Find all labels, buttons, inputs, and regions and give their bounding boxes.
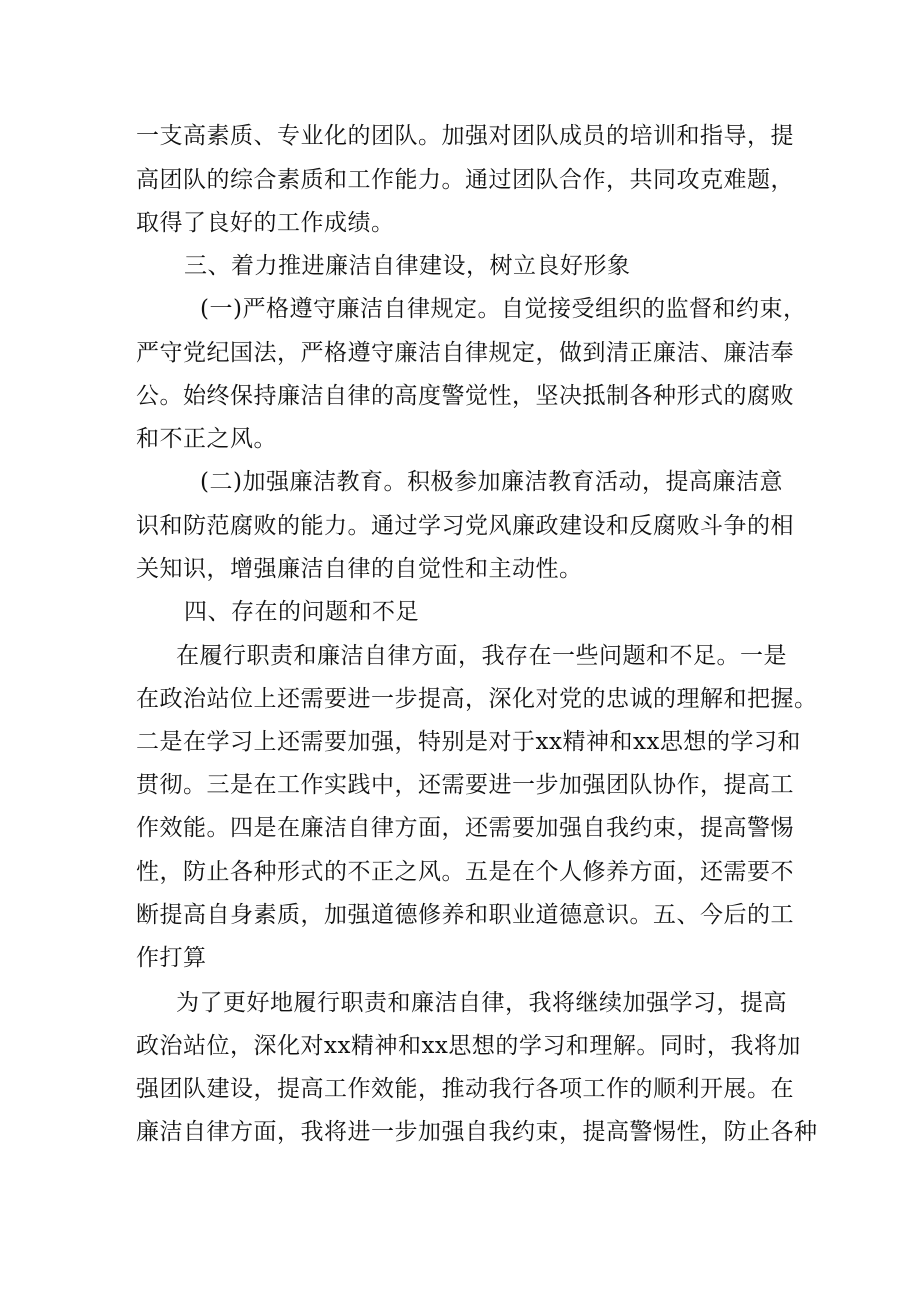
paragraph-line: 在履行职责和廉洁自律方面，我存在一些问题和不足。一是 — [176, 643, 787, 669]
paragraph-line: (一)严格遵守廉洁自律规定。自觉接受组织的监督和约束， — [200, 296, 807, 322]
paragraph-line: 强团队建设，提高工作效能，推动我行各项工作的顺利开展。在 — [136, 1076, 794, 1102]
paragraph-line: 作打算 — [136, 945, 207, 971]
paragraph-line: 高团队的综合素质和工作能力。通过团队合作，共同攻克难题， — [136, 167, 794, 193]
paragraph-line: 为了更好地履行职责和廉洁自律，我将继续加强学习，提高 — [176, 990, 787, 1016]
paragraph-line: 作效能。四是在廉洁自律方面，还需要加强自我约束，提高警惕 — [136, 815, 794, 841]
paragraph-line: 廉洁自律方面，我将进一步加强自我约束，提高警惕性，防止各种 — [136, 1119, 818, 1145]
paragraph-line: 公。始终保持廉洁自律的高度警觉性，坚决抵制各种形式的腐败 — [136, 383, 794, 409]
paragraph-line: 二是在学习上还需要加强，特别是对于xx精神和xx思想的学习和 — [136, 729, 801, 755]
paragraph-line: 取得了良好的工作成绩。 — [136, 210, 395, 236]
paragraph-line: 和不正之风。 — [136, 426, 277, 452]
paragraph-line: 性，防止各种形式的不正之风。五是在个人修养方面，还需要不 — [136, 859, 794, 885]
paragraph-line: (二)加强廉洁教育。积极参加廉洁教育活动，提高廉洁意 — [200, 469, 783, 495]
paragraph-line: 关知识，增强廉洁自律的自觉性和主动性。 — [136, 556, 583, 582]
paragraph-line: 识和防范腐败的能力。通过学习党风廉政建设和反腐败斗争的相 — [136, 513, 794, 539]
paragraph-line: 一支高素质、专业化的团队。加强对团队成员的培训和指导，提 — [136, 123, 794, 149]
section-heading: 四、存在的问题和不足 — [184, 599, 419, 625]
paragraph-line: 在政治站位上还需要进一步提高，深化对党的忠诚的理解和把握。 — [136, 686, 818, 712]
paragraph-line: 严守党纪国法，严格遵守廉洁自律规定，做到清正廉洁、廉洁奉 — [136, 340, 794, 366]
paragraph-line: 断提高自身素质，加强道德修养和职业道德意识。五、今后的工 — [136, 902, 794, 928]
paragraph-line: 政治站位，深化对xx精神和xx思想的学习和理解。同时，我将加 — [136, 1033, 801, 1059]
paragraph-line: 贯彻。三是在工作实践中，还需要进一步加强团队协作，提高工 — [136, 772, 794, 798]
section-heading: 三、着力推进廉洁自律建设，树立良好形象 — [184, 253, 631, 279]
